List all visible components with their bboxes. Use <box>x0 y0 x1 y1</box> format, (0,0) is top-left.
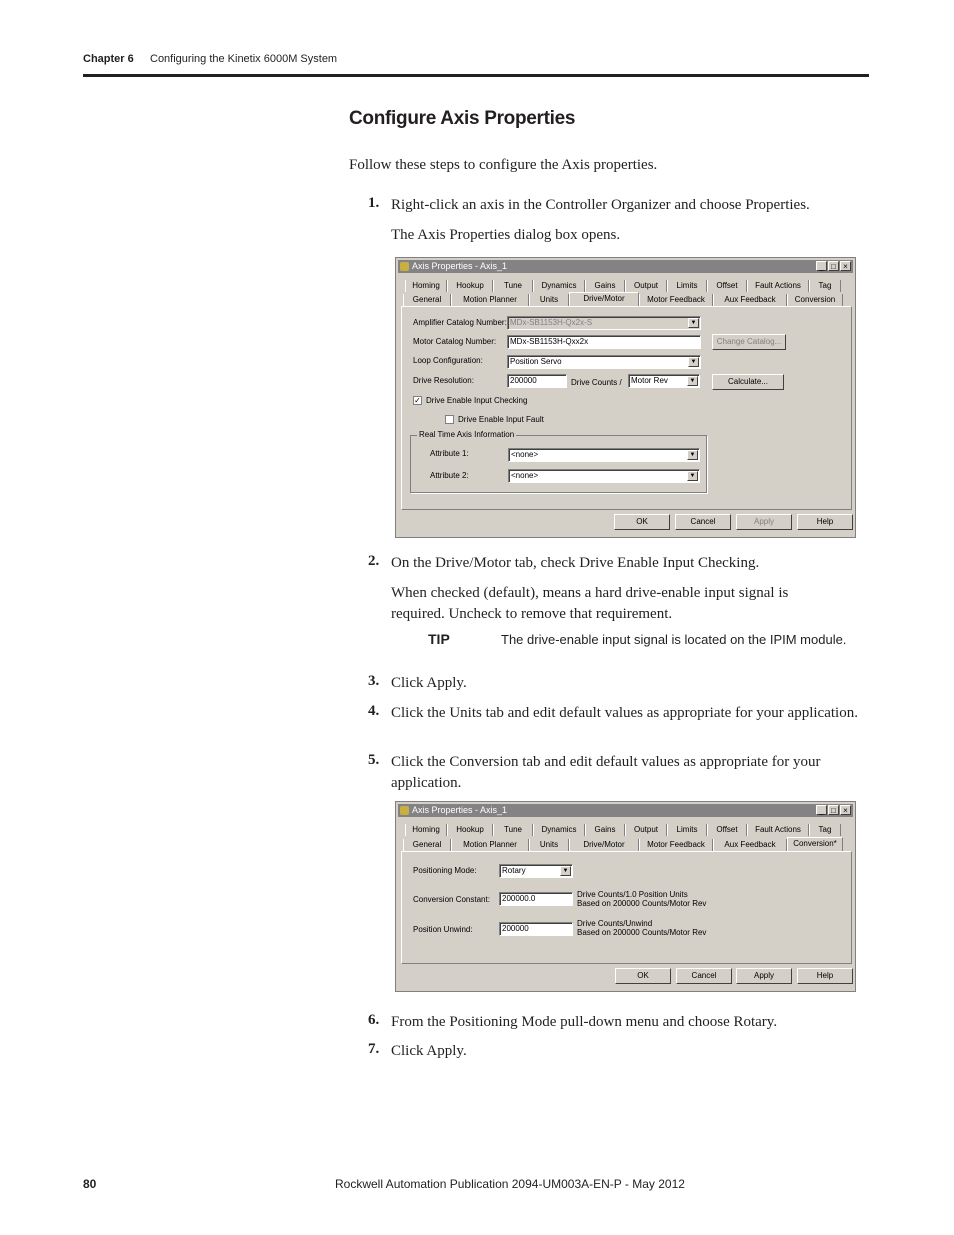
dialog-title: Axis Properties - Axis_1 <box>412 805 508 815</box>
help-button[interactable]: Help <box>797 514 853 530</box>
chapter-title: Configuring the Kinetix 6000M System <box>150 53 338 65</box>
tab-conversion[interactable]: Conversion <box>787 294 843 306</box>
amplifier-label: Amplifier Catalog Number: <box>413 318 507 327</box>
attribute1-label: Attribute 1: <box>430 449 469 458</box>
apply-button[interactable]: Apply <box>736 968 792 984</box>
positioning-mode-select[interactable]: Rotary ▼ <box>499 864 573 878</box>
tab-motion-planner[interactable]: Motion Planner <box>451 294 529 306</box>
ok-button[interactable]: OK <box>614 514 670 530</box>
drive-counts-label: Drive Counts / <box>571 378 622 387</box>
tip-label: TIP <box>428 631 450 647</box>
conversion-note: Drive Counts/1.0 Position Units <box>577 890 688 899</box>
tab-homing[interactable]: Homing <box>405 824 447 836</box>
drive-resolution-label: Drive Resolution: <box>413 376 474 385</box>
tab-dynamics[interactable]: Dynamics <box>533 824 585 836</box>
tab-general[interactable]: General <box>403 839 451 851</box>
position-unwind-label: Position Unwind: <box>413 925 473 934</box>
tab-general[interactable]: General <box>403 294 451 306</box>
tab-units[interactable]: Units <box>529 839 569 851</box>
attribute2-label: Attribute 2: <box>430 471 469 480</box>
tab-fault-actions[interactable]: Fault Actions <box>747 280 809 292</box>
tab-tune[interactable]: Tune <box>493 280 533 292</box>
positioning-mode-label: Positioning Mode: <box>413 866 477 875</box>
chevron-down-icon: ▼ <box>687 471 698 481</box>
tab-limits[interactable]: Limits <box>667 280 707 292</box>
step-text: Click the Conversion tab and edit default values as appropriate for your application. <box>391 754 821 791</box>
tab-tag[interactable]: Tag <box>809 824 841 836</box>
calculate-button[interactable]: Calculate... <box>712 374 784 390</box>
attribute1-select[interactable]: <none> ▼ <box>508 448 700 462</box>
chevron-down-icon: ▼ <box>687 376 698 386</box>
drive-counts-select[interactable]: Motor Rev ▼ <box>628 374 700 388</box>
conversion-constant-field[interactable]: 200000.0 <box>499 892 573 906</box>
amplifier-select: MDx-SB1153H-Qx2x-S ▼ <box>507 316 701 330</box>
tab-aux-feedback[interactable]: Aux Feedback <box>713 294 787 306</box>
tab-hookup[interactable]: Hookup <box>447 280 493 292</box>
step-text: Click Apply. <box>391 675 467 691</box>
axis-properties-dialog <box>395 257 856 538</box>
maximize-icon[interactable]: □ <box>828 805 839 815</box>
step-text: From the Positioning Mode pull-down menu and choose Rotary. <box>391 1014 778 1030</box>
step-number: 4. <box>368 703 380 719</box>
step-number: 3. <box>368 673 380 689</box>
tab-tune[interactable]: Tune <box>493 824 533 836</box>
minimize-icon[interactable]: _ <box>816 261 827 271</box>
step-subtext: The Axis Properties dialog box opens. <box>391 227 621 243</box>
step-number: 1. <box>368 195 380 211</box>
tab-motion-planner[interactable]: Motion Planner <box>451 839 529 851</box>
loop-config-label: Loop Configuration: <box>413 356 483 365</box>
chapter-label: Chapter 6 <box>83 53 134 65</box>
step-text: On the Drive/Motor tab, check Drive Enable Input Checking. <box>391 555 760 571</box>
step-number: 5. <box>368 752 380 768</box>
drive-fault-checkbox[interactable] <box>445 415 454 424</box>
step-text: Right-click an axis in the Controller Organizer and choose Properties. <box>391 197 810 213</box>
tab-homing[interactable]: Homing <box>405 280 447 292</box>
tab-conversion[interactable]: Conversion* <box>787 837 843 851</box>
tab-offset[interactable]: Offset <box>707 824 747 836</box>
section-title: Configure Axis Properties <box>349 108 576 129</box>
tab-output[interactable]: Output <box>625 824 667 836</box>
axis-properties-dialog <box>395 801 856 992</box>
chevron-down-icon: ▼ <box>560 866 571 876</box>
maximize-icon[interactable]: □ <box>828 261 839 271</box>
tip-text: The drive-enable input signal is located on the IPIM module. <box>501 632 847 647</box>
page-number: 80 <box>83 1177 97 1191</box>
dialog-titlebar <box>398 260 853 273</box>
step-number: 7. <box>368 1041 380 1057</box>
step-text: Click Apply. <box>391 1043 467 1059</box>
tab-motor-feedback[interactable]: Motor Feedback <box>639 839 713 851</box>
cancel-button[interactable]: Cancel <box>675 514 731 530</box>
close-icon[interactable]: × <box>840 805 851 815</box>
drive-resolution-field[interactable]: 200000 <box>507 374 567 388</box>
apply-button[interactable]: Apply <box>736 514 792 530</box>
tab-offset[interactable]: Offset <box>707 280 747 292</box>
tab-panel <box>401 306 852 510</box>
attribute2-select[interactable]: <none> ▼ <box>508 469 700 483</box>
chevron-down-icon: ▼ <box>687 450 698 460</box>
step-text: Click the Units tab and edit default values as appropriate for your application. <box>391 705 858 721</box>
drive-enable-checkbox[interactable]: ✓ <box>414 396 421 405</box>
position-unwind-field[interactable]: 200000 <box>499 922 573 936</box>
tab-aux-feedback[interactable]: Aux Feedback <box>713 839 787 851</box>
motor-label: Motor Catalog Number: <box>413 337 497 346</box>
tab-drive-motor[interactable]: Drive/Motor <box>569 839 639 851</box>
tab-units[interactable]: Units <box>529 294 569 306</box>
close-icon[interactable]: × <box>840 261 851 271</box>
ok-button[interactable]: OK <box>615 968 671 984</box>
motor-field[interactable]: MDx-SB1153H-Qxx2x <box>507 335 701 349</box>
header-rule <box>83 74 869 77</box>
change-catalog-button[interactable]: Change Catalog... <box>712 334 786 350</box>
tab-gains[interactable]: Gains <box>585 824 625 836</box>
step-number: 6. <box>368 1012 380 1028</box>
tab-limits[interactable]: Limits <box>667 824 707 836</box>
step-subtext: When checked (default), means a hard drive-enable input signal is required. Uncheck to remove that requirement. <box>391 585 789 622</box>
tab-gains[interactable]: Gains <box>585 280 625 292</box>
app-icon <box>400 262 409 271</box>
tab-output[interactable]: Output <box>625 280 667 292</box>
conversion-note: Based on 200000 Counts/Motor Rev <box>577 899 707 908</box>
cancel-button[interactable]: Cancel <box>676 968 732 984</box>
intro-text: Follow these steps to configure the Axis properties. <box>349 157 658 173</box>
group-title: Real Time Axis Information <box>419 430 515 439</box>
drive-enable-label: Drive Enable Input Checking <box>426 396 528 405</box>
unwind-note: Drive Counts/Unwind <box>577 919 653 928</box>
conversion-constant-label: Conversion Constant: <box>413 895 490 904</box>
tab-panel <box>401 851 852 964</box>
app-icon <box>400 806 409 815</box>
chevron-down-icon: ▼ <box>688 357 699 367</box>
tab-dynamics[interactable]: Dynamics <box>533 280 585 292</box>
publication-info: Rockwell Automation Publication 2094-UM003A-EN-P - May 2012 <box>335 1177 685 1191</box>
drive-fault-label: Drive Enable Input Fault <box>458 415 544 424</box>
tab-motor-feedback[interactable]: Motor Feedback <box>639 294 713 306</box>
step-number: 2. <box>368 553 380 569</box>
real-time-axis-group <box>410 430 707 493</box>
tab-hookup[interactable]: Hookup <box>447 824 493 836</box>
unwind-note: Based on 200000 Counts/Motor Rev <box>577 928 707 937</box>
chevron-down-icon: ▼ <box>688 318 699 328</box>
dialog-titlebar <box>398 804 853 817</box>
help-button[interactable]: Help <box>797 968 853 984</box>
loop-config-select[interactable]: Position Servo ▼ <box>507 355 701 369</box>
dialog-title: Axis Properties - Axis_1 <box>412 261 508 271</box>
tab-drive-motor[interactable]: Drive/Motor <box>569 292 639 306</box>
minimize-icon[interactable]: _ <box>816 805 827 815</box>
tab-tag[interactable]: Tag <box>809 280 841 292</box>
tab-fault-actions[interactable]: Fault Actions <box>747 824 809 836</box>
